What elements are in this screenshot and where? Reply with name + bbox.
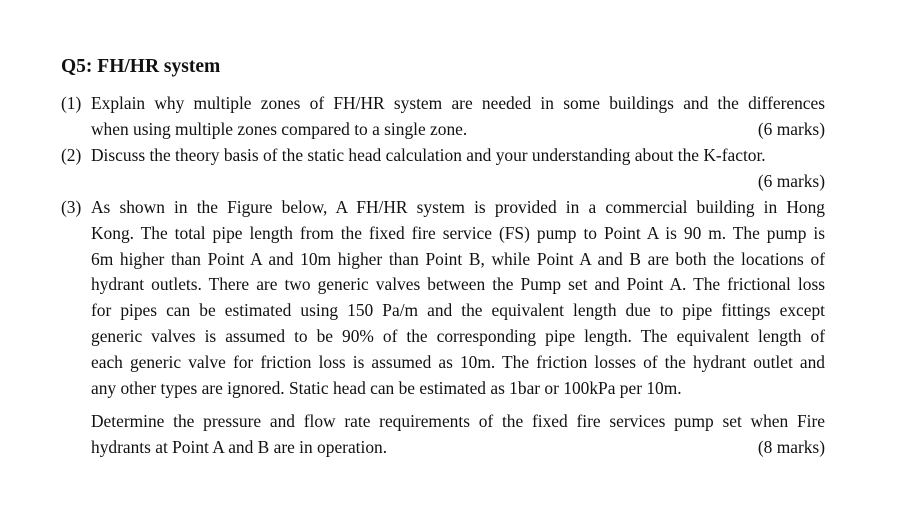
question-3-number: (3) [61,197,82,217]
question-3-line: hydrant outlets. There are two generic valves between the Pump set and Point A. The frictional loss [91,274,825,295]
question-1 [61,91,825,143]
question-3-line: any other types are ignored. Static head can be estimated as 1bar or 100kPa per 10m. [91,377,682,398]
question-3-followup-line: hydrants at Point A and B are in operation. [91,436,388,457]
question-2 [61,143,825,195]
question-1-marks: (6 marks) [757,118,825,139]
question-1-body [91,91,825,143]
question-3-followup [91,409,825,461]
question-3-line: Kong. The total pipe length from the fixed fire service (FS) pump to Point A is 90 m. The pump is [91,222,825,243]
question-2-marks-line [91,169,825,195]
question-1-line: when using multiple zones compared to a single zone. [91,118,468,139]
question-3-marks: (8 marks) [757,436,825,457]
question-3 [61,195,825,403]
question-2-line: Discuss the theory basis of the static head calculation and your understanding about the K-factor. [91,145,766,165]
question-1-line-with-marks [91,117,825,143]
question-3-line: each generic valve for friction loss is assumed as 10m. The friction losses of the hydrant outlet and [91,351,825,372]
question-2-number: (2) [61,145,82,165]
question-1-line: Explain why multiple zones of FH/HR system are needed in some buildings and the differences [91,93,825,113]
question-1-number: (1) [61,93,82,113]
question-2-body [91,143,825,195]
question-3-line: generic valves is assumed to be 90% of the corresponding pipe length. The equivalent length of [91,325,825,346]
question-3-line: for pipes can be estimated using 150 Pa/m and the equivalent length due to pipe fittings except [91,300,825,321]
question-3-body [91,195,825,401]
question-2-marks: (6 marks) [757,170,825,191]
question-3-followup-line-with-marks [91,435,825,461]
question-3-line: 6m higher than Point A and 10m higher than Point B, while Point A and B are both the locations of [91,248,825,269]
question-3-line: As shown in the Figure below, A FH/HR system is provided in a commercial building in Hong [91,197,825,217]
question-3-followup-line: Determine the pressure and flow rate requirements of the fixed fire services pump set when Fire [91,411,825,431]
question-title: Q5: FH/HR system [61,56,221,77]
